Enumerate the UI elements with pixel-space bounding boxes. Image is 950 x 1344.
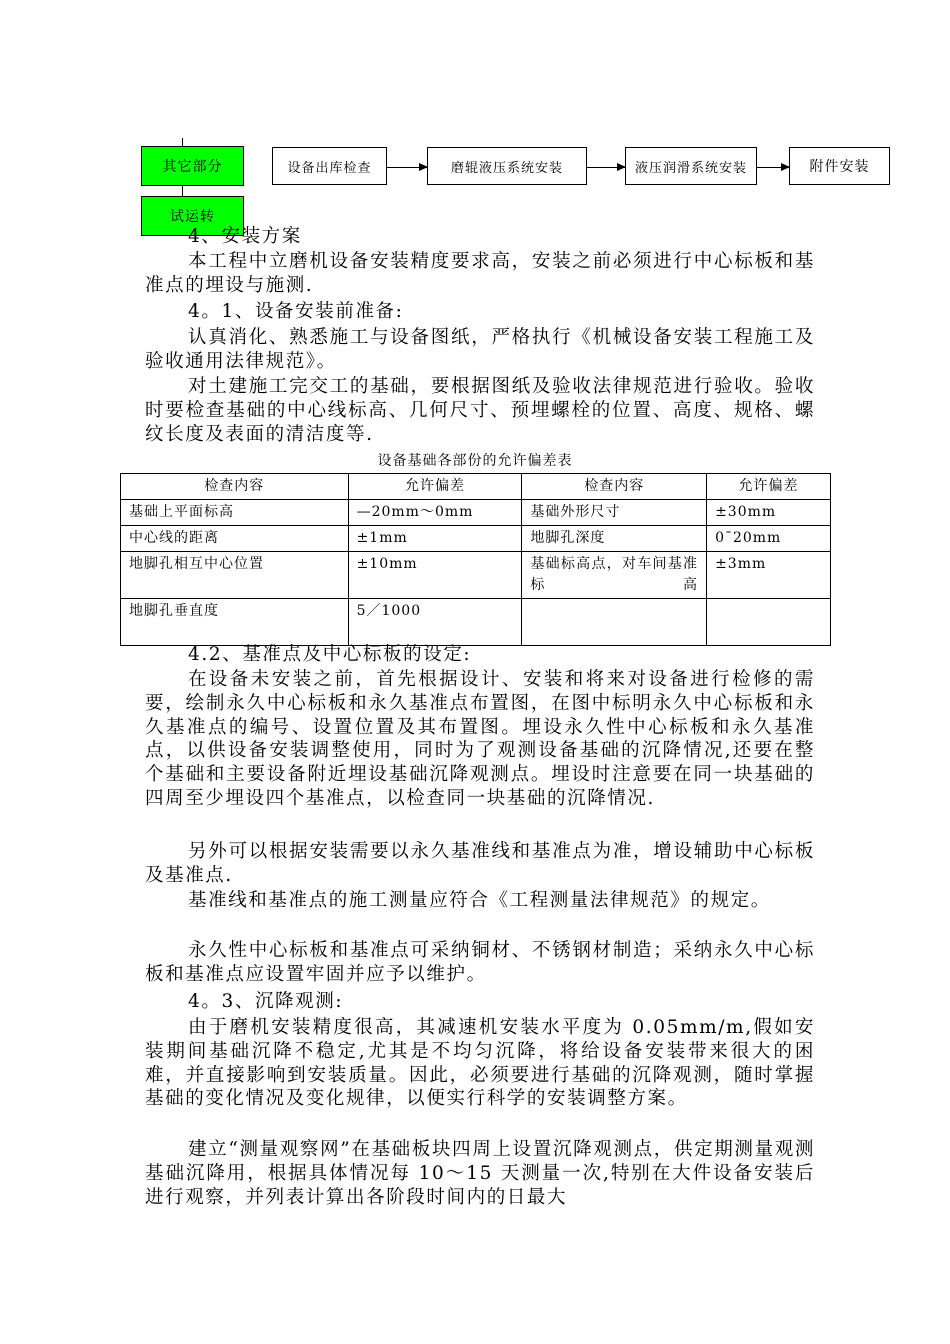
flow-step-roller-hydraulic: 磨辊液压系统安装: [427, 147, 587, 185]
table-cell: 地脚孔深度: [522, 526, 707, 552]
table-cell: [707, 599, 831, 646]
table-cell: 地脚孔相互中心位置: [121, 552, 349, 599]
flow-box-trial-run: 试运转: [141, 196, 244, 236]
section42-paragraph-1: 在设备未安装之前，首先根据设计、安装和将来对设备进行检修的需要，绘制永久中心标板和永久基准点布置图，在图中标明永久中心标板和永久基准点的编号、设置位置及其布置图。埋设永久性中心标板和永久基准点，以供设备安装调整使用，同时为了观测设备基础的沉降情况,还要在整个基础和主要设备附近埋设基础沉降观测点。埋设时注意要在同一块基础的四周至少埋设四个基准点，以检查同一块基础的沉降情况.: [145, 669, 815, 809]
section43-paragraph-2: 建立“测量观察网”在基础板块四周上设置沉降观测点，供定期测量观测基础沉降用，根据具体情况每 10～15 天测量一次,特别在大件设备安装后进行观察，并列表计算出各阶段时间内的日最大: [145, 1139, 815, 1208]
table-cell: ±10mm: [348, 552, 522, 599]
table-row: [121, 500, 831, 526]
table-caption: 设备基础各部份的允许偏差表: [377, 453, 573, 469]
table-cell: 基础上平面标高: [121, 500, 349, 526]
table-cell: 基础标高点，对车间基准标高: [522, 552, 707, 599]
flow-arrow-2: [587, 167, 625, 168]
table-cell: ±30mm: [707, 500, 831, 526]
table-cell: —20mm～0mm: [348, 500, 522, 526]
header-cell: 检查内容: [522, 474, 707, 500]
table-header-row: [121, 474, 831, 500]
section42-paragraph-2: 另外可以根据安装需要以永久基准线和基准点为准，增设辅助中心标板及基准点.: [145, 841, 815, 886]
section41-paragraph-1: 认真消化、熟悉施工与设备图纸，严格执行《机械设备安装工程施工及验收通用法律规范》。: [145, 327, 815, 372]
table-cell: 地脚孔垂直度: [121, 599, 349, 646]
flow-arrow-3: [757, 167, 789, 168]
section42-heading: 4.2、基准点及中心标板的设定:: [188, 644, 472, 665]
section4-heading: 4、安装方案: [188, 226, 302, 247]
table-row: [121, 599, 831, 646]
header-cell: 允许偏差: [707, 474, 831, 500]
header-cell: 检查内容: [121, 474, 349, 500]
table-cell: 基础外形尺寸: [522, 500, 707, 526]
section4-intro: 本工程中立磨机设备安装精度要求高，安装之前必须进行中心标板和基准点的埋设与施测.: [145, 251, 815, 296]
header-cell: 允许偏差: [348, 474, 522, 500]
section43-heading: 4。3、沉降观测:: [188, 991, 344, 1012]
table-cell: [522, 599, 707, 646]
table-cell: 0¯20mm: [707, 526, 831, 552]
table-cell: 5／1000: [348, 599, 522, 646]
flow-step-lubrication: 液压润滑系统安装: [625, 147, 757, 185]
table-row: [121, 552, 831, 599]
tolerance-table: [120, 473, 831, 646]
section42-paragraph-3: 基准线和基准点的施工测量应符合《工程测量法律规范》的规定。: [188, 890, 771, 911]
flow-step-equipment-inspection: 设备出库检查: [272, 147, 387, 185]
section41-heading: 4。1、设备安装前准备:: [188, 301, 404, 322]
flow-step-accessories: 附件安装: [789, 147, 890, 185]
flow-arrow-1: [387, 167, 427, 168]
table-cell: ±3mm: [707, 552, 831, 599]
table-row: [121, 526, 831, 552]
section41-paragraph-2: 对土建施工完交工的基础，要根据图纸及验收法律规范进行验收。验收时要检查基础的中心线标高、几何尺寸、预埋螺栓的位置、高度、规格、螺纹长度及表面的清洁度等.: [145, 376, 815, 445]
flow-box-other-parts: 其它部分: [141, 146, 244, 186]
section42-paragraph-4: 永久性中心标板和基准点可采纳铜材、不锈钢材制造；采纳永久中心标板和基准点应设置牢固并应予以维护。: [145, 940, 815, 985]
section43-paragraph-1: 由于磨机安装精度很高，其减速机安装水平度为 0.05mm/m,假如安装期间基础沉降不稳定,尤其是不均匀沉降，将给设备安装带来很大的困难，并直接影响到安装质量。因此，必须要进行基础的沉降观测，随时掌握基础的变化情况及变化规律，以便实行科学的安装调整方案。: [145, 1017, 815, 1110]
table-cell: 中心线的距离: [121, 526, 349, 552]
table-cell: ±1mm: [348, 526, 522, 552]
